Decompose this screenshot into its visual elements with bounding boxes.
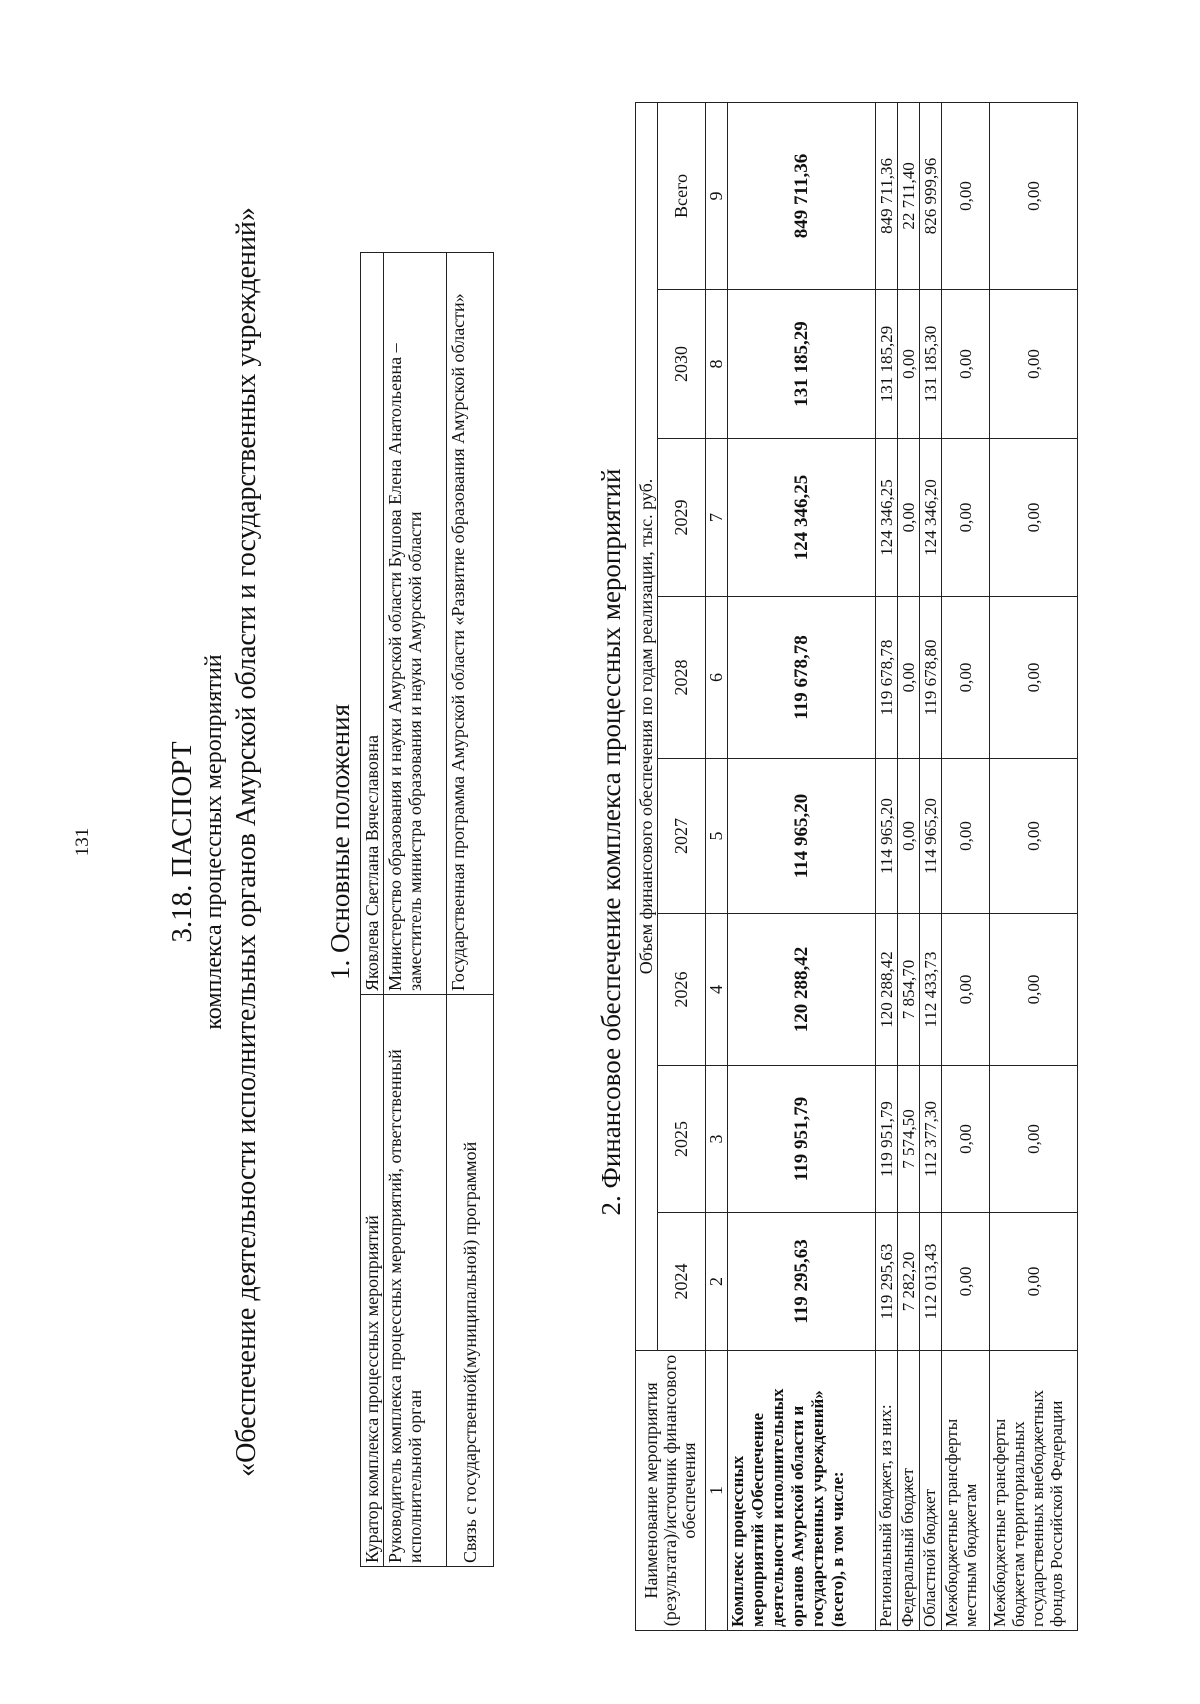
basic-provisions-table [360,252,494,1567]
provision-label: Руководитель комплекса процессных мероприятий, ответственный исполнительной орган [384,995,447,1567]
column-number: 3 [706,1066,728,1213]
cell-value: 124 346,25 [876,439,898,597]
row-name: Межбюджетные трансферты бюджетам территориальных государственных внебюджетных фондов Российской Федерации [990,1351,1078,1631]
cell-value: 0,00 [990,1213,1078,1351]
row-name: Межбюджетные трансферты местным бюджетам [942,1351,990,1631]
cell-value: 112 433,73 [920,914,942,1066]
header-year: 2024 [658,1213,706,1351]
page-number: 131 [72,827,93,857]
cell-value: 0,00 [942,914,990,1066]
cell-value: 119 678,80 [920,597,942,759]
cell-value: 0,00 [942,1213,990,1351]
column-number: 8 [706,290,728,439]
cell-value: 7 282,20 [898,1213,920,1351]
column-number: 5 [706,759,728,914]
provision-value: Государственная программа Амурской области «Развитие образования Амурской области» [447,253,494,995]
cell-value: 0,00 [942,102,990,289]
table-row [898,102,920,1630]
column-number: 7 [706,439,728,597]
header-year: 2028 [658,597,706,759]
cell-value: 0,00 [898,759,920,914]
table-row [990,102,1078,1630]
cell-value: 124 346,20 [920,439,942,597]
cell-value: 849 711,36 [728,102,876,289]
cell-value: 0,00 [990,759,1078,914]
cell-value: 131 185,30 [920,290,942,439]
column-number: 1 [706,1351,728,1631]
cell-value: 120 288,42 [728,914,876,1066]
table-row [876,102,898,1630]
column-number: 9 [706,102,728,289]
table-row-total [728,102,876,1630]
table-row [384,253,447,1567]
cell-value: 849 711,36 [876,102,898,289]
header-total: Всего [658,102,706,289]
cell-value: 112 013,43 [920,1213,942,1351]
cell-value: 0,00 [942,597,990,759]
cell-value: 0,00 [990,914,1078,1066]
header-year: 2029 [658,439,706,597]
table-row [447,253,494,1567]
cell-value: 119 295,63 [728,1213,876,1351]
cell-value: 114 965,20 [728,759,876,914]
cell-value: 119 295,63 [876,1213,898,1351]
column-number-row [706,102,728,1630]
cell-value: 0,00 [898,290,920,439]
cell-value: 0,00 [990,1066,1078,1213]
row-name: Комплекс процессных мероприятий «Обеспечение деятельности исполнительных органов Амурской области и государственных учреждений» (всего), в том числе: [728,1351,876,1631]
header-year: 2026 [658,914,706,1066]
column-number: 4 [706,914,728,1066]
cell-value: 119 951,79 [728,1066,876,1213]
cell-value: 7 574,50 [898,1066,920,1213]
cell-value: 131 185,29 [728,290,876,439]
cell-value: 119 951,79 [876,1066,898,1213]
table-row [920,102,942,1630]
cell-value: 0,00 [990,102,1078,289]
cell-value: 131 185,29 [876,290,898,439]
section-2-heading: 2. Финансовое обеспечение комплекса процессных мероприятий [596,468,626,1216]
cell-value: 114 965,20 [920,759,942,914]
row-name: Федеральный бюджет [898,1351,920,1631]
column-number: 6 [706,597,728,759]
title-line-1: 3.18. ПАСПОРТ [166,741,198,943]
provision-label: Связь с государственной(муниципальной) программой [447,995,494,1567]
table-row [942,102,990,1630]
cell-value: 826 999,96 [920,102,942,289]
title-line-3: «Обеспечение деятельности исполнительных органов Амурской области и государственных учреждений» [231,207,262,1477]
cell-value: 114 965,20 [876,759,898,914]
title-line-2: комплекса процессных мероприятий [201,654,227,1030]
column-number: 2 [706,1213,728,1351]
cell-value: 112 377,30 [920,1066,942,1213]
header-year: 2030 [658,290,706,439]
row-name: Региональный бюджет, из них: [876,1351,898,1631]
section-1-heading: 1. Основные положения [325,704,355,980]
row-name: Областной бюджет [920,1351,942,1631]
cell-value: 0,00 [942,290,990,439]
header-group: Объем финансового обеспечения по годам реализации, тыс. руб. [636,102,658,1350]
cell-value: 0,00 [990,290,1078,439]
cell-value: 0,00 [942,439,990,597]
financing-table [635,102,1078,1631]
cell-value: 0,00 [942,759,990,914]
provision-value: Министерство образования и науки Амурской области Бушова Елена Анатольевна – заместитель министра образования и науки Амурской области [384,253,447,995]
cell-value: 0,00 [898,597,920,759]
cell-value: 0,00 [898,439,920,597]
header-year: 2027 [658,759,706,914]
cell-value: 0,00 [942,1066,990,1213]
cell-value: 7 854,70 [898,914,920,1066]
header-name-col: Наименование мероприятия (результата)/источник финансового обеспечения [636,1351,706,1631]
cell-value: 119 678,78 [728,597,876,759]
provision-value: Яковлева Светлана Вячеславовна [361,253,384,995]
document-title [165,140,265,1544]
cell-value: 119 678,78 [876,597,898,759]
cell-value: 120 288,42 [876,914,898,1066]
table-header-row [636,102,658,1630]
cell-value: 0,00 [990,597,1078,759]
table-row [361,253,384,1567]
header-year: 2025 [658,1066,706,1213]
cell-value: 0,00 [990,439,1078,597]
cell-value: 22 711,40 [898,102,920,289]
cell-value: 124 346,25 [728,439,876,597]
provision-label: Куратор комплекса процессных мероприятий [361,995,384,1567]
